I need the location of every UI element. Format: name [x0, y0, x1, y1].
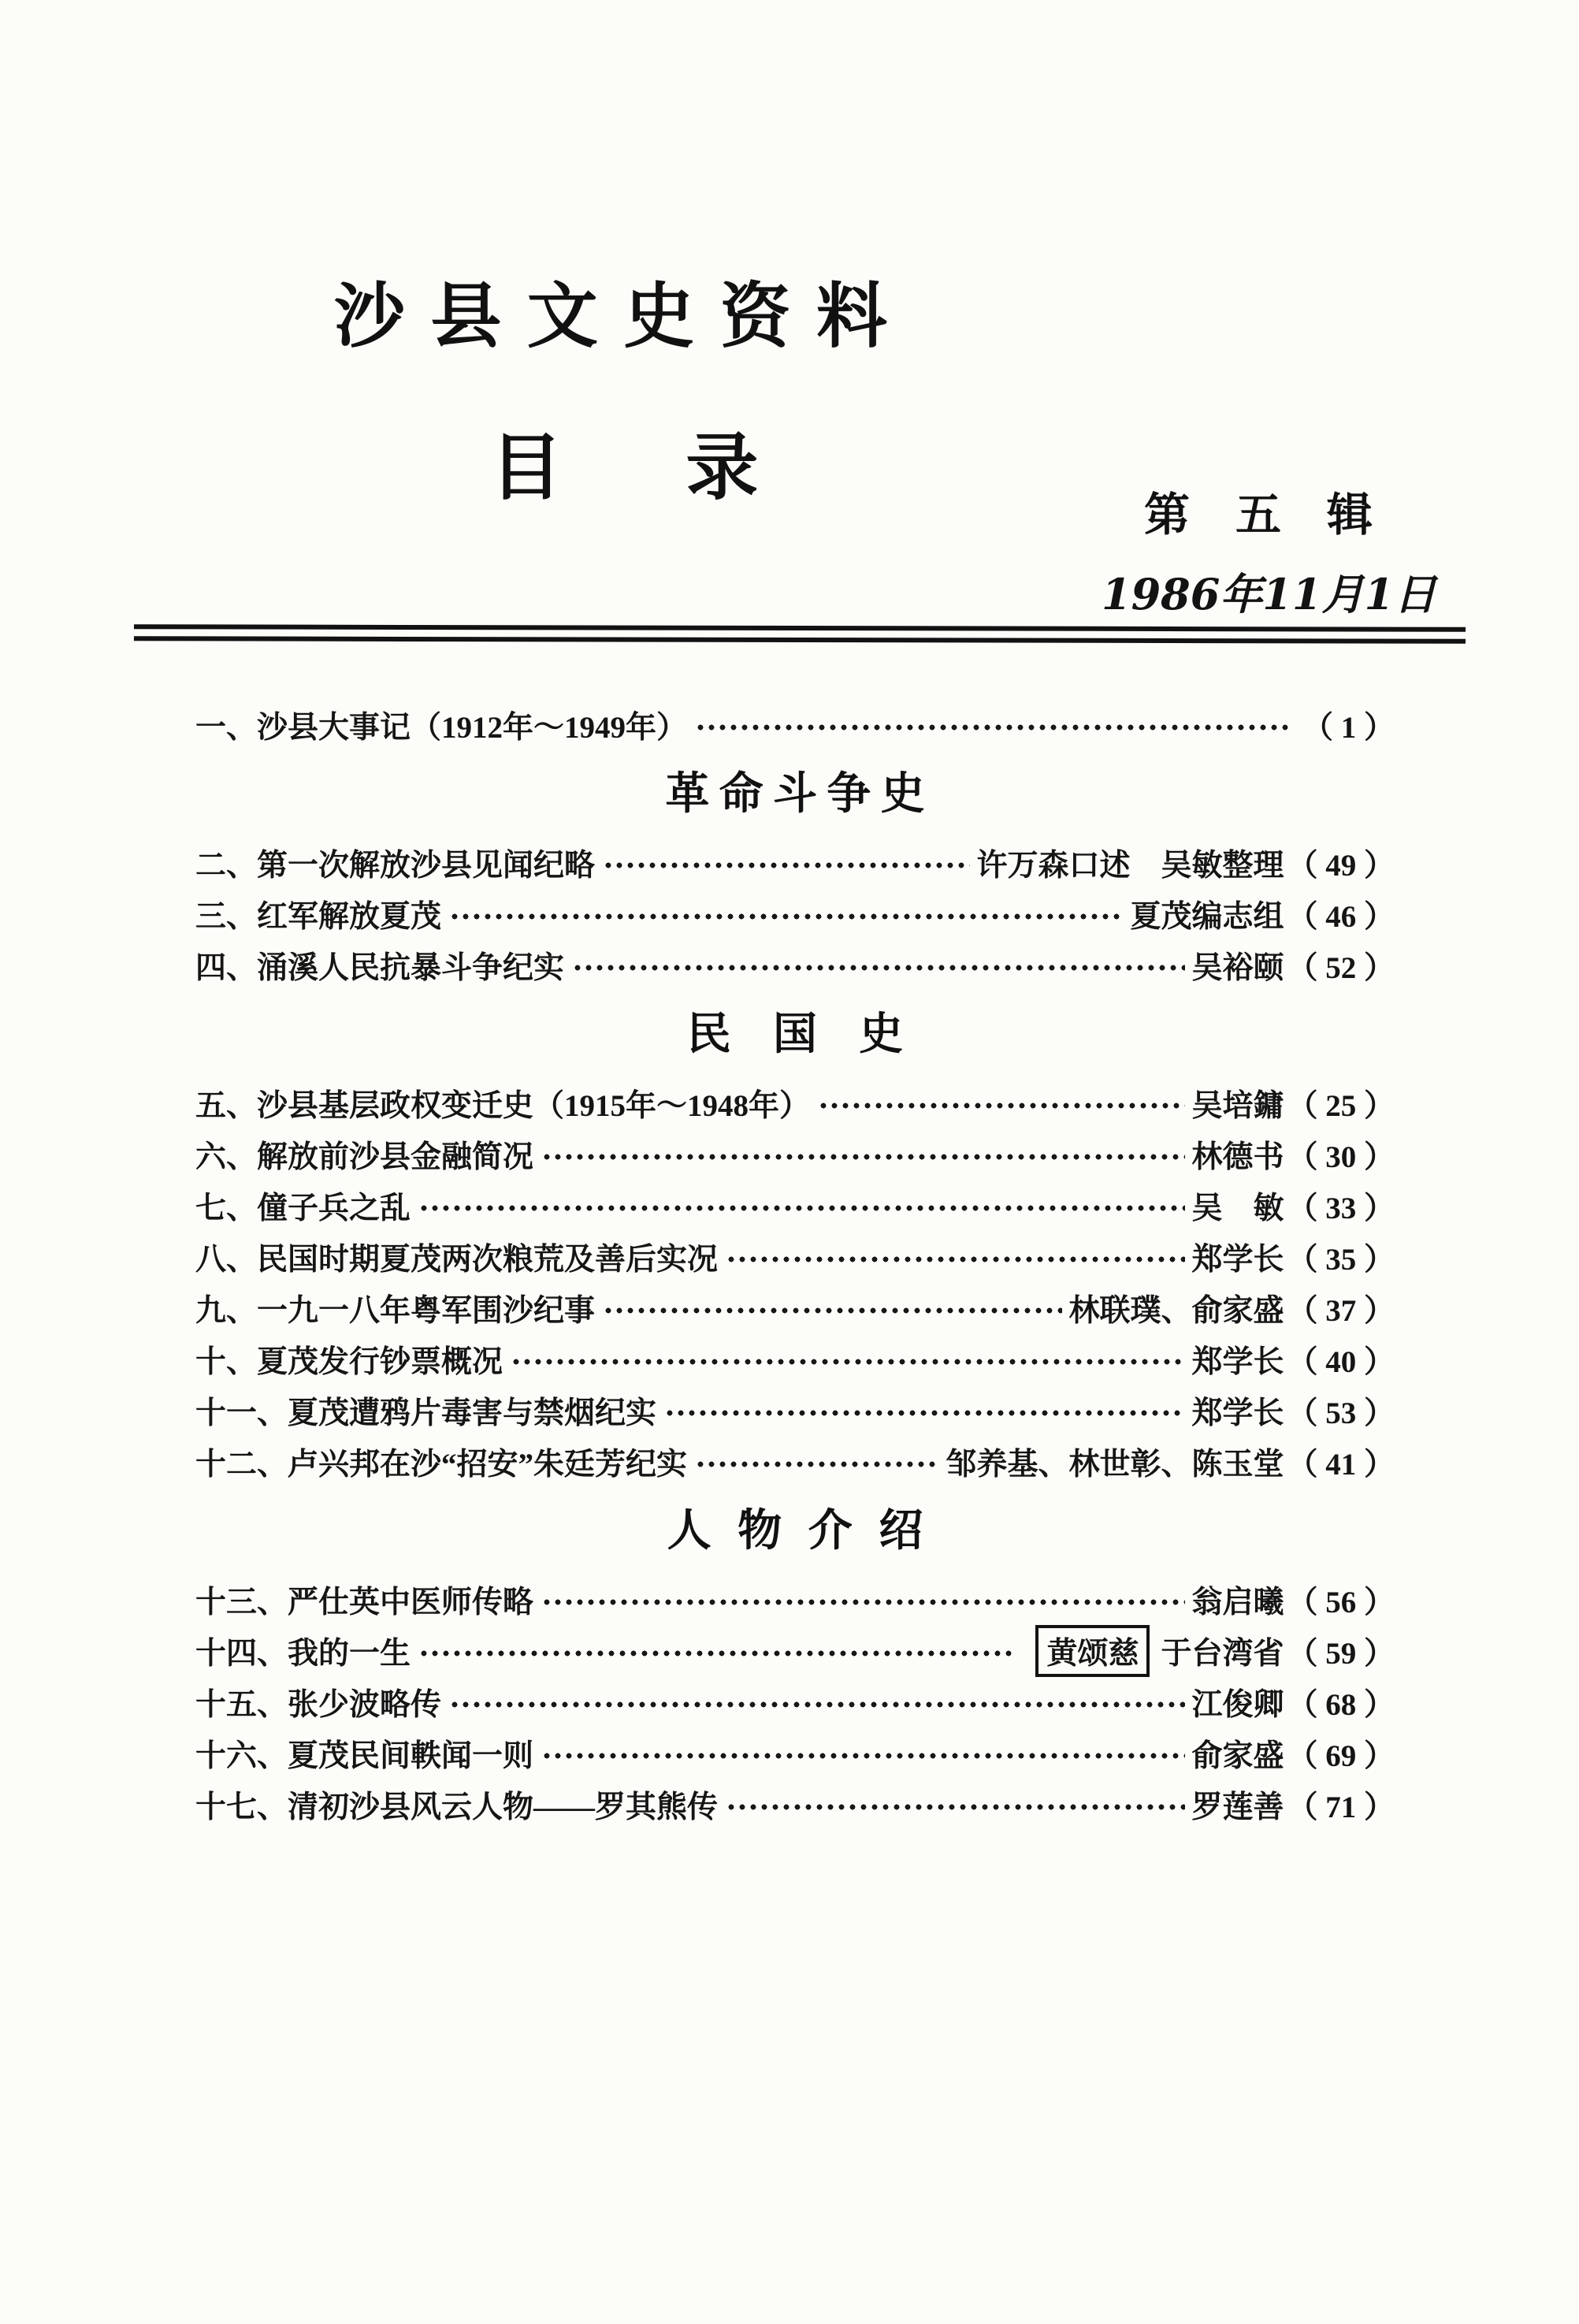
entry-number: 十七、: [195, 1790, 288, 1824]
toc-entry: [195, 939, 1395, 991]
entry-head: [195, 1440, 687, 1484]
entry-head: [195, 1337, 503, 1381]
entry-page: （ 41 ）: [1287, 1447, 1395, 1482]
entry-author: 吴 敏: [1191, 1191, 1284, 1225]
section-heading-republic-history: 民国史: [686, 1009, 946, 1058]
entry-author: 郑学长: [1191, 1396, 1284, 1430]
entry-page: （ 46 ）: [1287, 899, 1395, 934]
entry-number: 五、: [195, 1088, 258, 1123]
entry-title: 沙县基层政权变迁史（1915年～1948年）: [257, 1088, 811, 1123]
volume-label: 第五辑: [1144, 489, 1419, 541]
toc-title: 目录: [490, 428, 882, 508]
entry-title: 夏茂民间軼闻一则: [288, 1738, 534, 1773]
entry-page: （ 59 ）: [1287, 1636, 1395, 1671]
entry-head: [195, 703, 687, 747]
entry-page: （ 69 ）: [1287, 1738, 1395, 1773]
entry-head: [195, 841, 595, 885]
entry-head: [195, 943, 564, 987]
toc-entry: [195, 1779, 1395, 1830]
entry-title: 涌溪人民抗暴斗争纪实: [257, 950, 565, 985]
entry-title: 夏茂遭鸦片毒害与禁烟纪实: [288, 1396, 657, 1430]
entry-title: 解放前沙县金融简况: [257, 1140, 534, 1174]
entry-title: 我的一生: [288, 1636, 411, 1671]
entry-author: 郑学长: [1191, 1242, 1284, 1277]
dot-leader: [603, 861, 970, 869]
toc-entry: [195, 1180, 1395, 1231]
entry-number: 九、: [195, 1293, 258, 1328]
toc-entry: [195, 1333, 1395, 1385]
entry-page: （ 49 ）: [1287, 848, 1395, 883]
entry-number: 八、: [195, 1242, 258, 1277]
entry-head: [195, 1578, 533, 1622]
entry-author: 郑学长: [1191, 1344, 1284, 1379]
entry-author: 林联璞、俞家盛: [1068, 1293, 1284, 1328]
page-header: [0, 0, 1579, 693]
entry-page: （ 1 ）: [1302, 710, 1395, 745]
entry-number: 十、: [195, 1344, 258, 1379]
entry-page: （ 37 ）: [1287, 1293, 1395, 1328]
toc-entry: [195, 1574, 1395, 1625]
dot-leader: [726, 1803, 1185, 1811]
dot-leader: [572, 964, 1185, 972]
dot-leader: [418, 1649, 1013, 1657]
dot-leader: [603, 1307, 1062, 1314]
entry-head: [195, 1235, 718, 1279]
entry-title: 红军解放夏茂: [257, 899, 442, 934]
entry-head: [195, 1286, 595, 1330]
dot-leader: [726, 1255, 1185, 1263]
dot-leader: [449, 913, 1124, 920]
dot-leader: [511, 1358, 1185, 1366]
entry-page: （ 25 ）: [1287, 1088, 1395, 1123]
toc-entry: [195, 1727, 1395, 1779]
dot-leader: [664, 1409, 1185, 1417]
entry-title: 夏茂发行钞票概况: [257, 1344, 503, 1379]
entry-head: [195, 1184, 411, 1228]
toc-entry: [195, 1625, 1395, 1676]
entry-author: 江俊卿: [1191, 1687, 1284, 1722]
entry-author: 俞家盛: [1191, 1738, 1284, 1773]
entry-head: [195, 892, 441, 936]
entry-title: 民国时期夏茂两次粮荒及善后实况: [257, 1242, 719, 1277]
entry-author: 罗莲善: [1191, 1790, 1284, 1824]
entry-head: [195, 1783, 718, 1827]
entry-author: 许万森口述 吴敏整理: [976, 848, 1284, 883]
entry-number: 十二、: [195, 1447, 288, 1482]
entry-title: 僮子兵之乱: [257, 1191, 411, 1225]
entry-page: （ 33 ）: [1287, 1191, 1395, 1225]
toc-entry: [195, 888, 1395, 939]
toc-entry: [195, 1385, 1395, 1436]
entry-title: 张少波略传: [288, 1687, 442, 1722]
dot-leader: [418, 1204, 1185, 1212]
toc-entry: [195, 837, 1395, 888]
dot-leader: [541, 1153, 1185, 1161]
toc-entry: [195, 1436, 1395, 1487]
toc-list: [195, 699, 1395, 1830]
entry-number: 十四、: [195, 1636, 288, 1671]
entry-title: 严仕英中医师传略: [288, 1585, 534, 1619]
entry-head: [195, 1680, 441, 1724]
entry-page: （ 68 ）: [1287, 1687, 1395, 1722]
entry-title: 一九一八年粤军围沙纪事: [257, 1293, 596, 1328]
entry-number: 四、: [195, 950, 258, 985]
dot-leader: [818, 1102, 1185, 1110]
entry-page: （ 30 ）: [1287, 1140, 1395, 1174]
entry-number: 七、: [195, 1191, 258, 1225]
entry-number: 十六、: [195, 1738, 288, 1773]
entry-author: 翁启曦: [1191, 1585, 1284, 1619]
toc-entry: [195, 1129, 1395, 1180]
entry-author: 吴裕颐: [1191, 950, 1284, 985]
entry-number: 二、: [195, 848, 258, 883]
entry-title: 卢兴邦在沙“招安”朱廷芳纪实: [288, 1447, 688, 1482]
dot-leader: [695, 1460, 939, 1468]
entry-title: 清初沙县风云人物——罗其熊传: [288, 1790, 719, 1824]
toc-entry: [195, 1676, 1395, 1727]
page-title: 沙县文史资料: [334, 277, 913, 356]
toc-entry: [195, 1077, 1395, 1129]
entry-author: 吴培鏞: [1191, 1088, 1284, 1123]
header-divider: [134, 624, 1466, 644]
dot-leader: [695, 723, 1293, 731]
entry-page: （ 71 ）: [1287, 1790, 1395, 1824]
entry-title: 第一次解放沙县见闻纪略: [257, 848, 596, 883]
toc-entry: [195, 1231, 1395, 1282]
entry-page: （ 40 ）: [1287, 1344, 1395, 1379]
entry-title: 沙县大事记（1912年～1949年）: [257, 710, 688, 745]
entry-page: （ 52 ）: [1287, 950, 1395, 985]
entry-author: 于台湾省: [1161, 1636, 1284, 1671]
entry-number: 三、: [195, 899, 258, 934]
entry-number: 十一、: [195, 1396, 288, 1430]
entry-author: 夏茂编志组: [1130, 899, 1284, 934]
entry-number: 一、: [195, 710, 258, 745]
entry-author: 林德书: [1191, 1140, 1284, 1174]
section-heading-people-introduction: 人物介绍: [667, 1505, 949, 1555]
entry-page: （ 53 ）: [1287, 1396, 1395, 1430]
toc-entry: [195, 1282, 1395, 1333]
entry-number: 十五、: [195, 1687, 288, 1722]
entry-author: 邹养基、林世彰、陈玉堂: [946, 1447, 1284, 1482]
publication-date: 1986年11月1日: [1102, 569, 1437, 619]
dot-leader: [541, 1752, 1185, 1760]
entry-head: [195, 1132, 533, 1177]
entry-number: 十三、: [195, 1585, 288, 1619]
entry-head: [195, 1081, 810, 1125]
entry-page: （ 35 ）: [1287, 1242, 1395, 1277]
dot-leader: [449, 1701, 1185, 1709]
entry-head: [195, 1389, 656, 1433]
entry-head: [195, 1731, 533, 1776]
boxed-author-name: 黄颂慈: [1035, 1625, 1150, 1677]
dot-leader: [541, 1598, 1185, 1606]
entry-number: 六、: [195, 1140, 258, 1174]
section-heading-revolutionary-struggle: 革命斗争史: [665, 768, 934, 818]
entry-page: （ 56 ）: [1287, 1585, 1395, 1619]
entry-head: [195, 1629, 411, 1673]
toc-entry: [195, 699, 1395, 750]
